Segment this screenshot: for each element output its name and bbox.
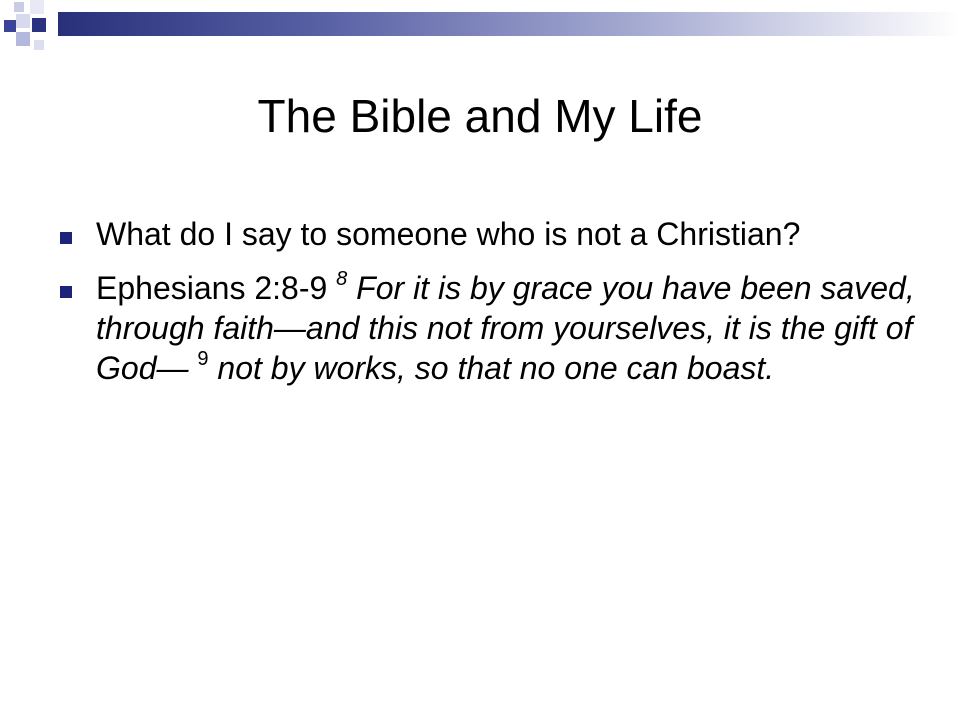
slide-title: The Bible and My Life: [257, 90, 703, 142]
verse-text: For it is by grace you have been saved, through faith—and this not from yourselves, it is the gift of God—: [96, 270, 915, 386]
bullet-list: [60, 214, 920, 402]
verse-number: 8: [336, 268, 348, 290]
decor-square: [16, 14, 30, 28]
decor-square: [4, 20, 16, 32]
corner-decoration: [0, 0, 960, 60]
decor-square: [30, 0, 44, 14]
decor-square: [14, 2, 24, 12]
verse-text: not by works, so that no one can boast.: [217, 350, 775, 386]
bullet-text: What do I say to someone who is not a Christian?: [96, 216, 801, 252]
decor-square: [32, 18, 46, 32]
decor-square: [34, 40, 44, 50]
verse-number: 9: [197, 348, 209, 370]
decor-square: [16, 32, 30, 46]
square-bullet-icon: [60, 286, 72, 298]
header-gradient-bar: [58, 12, 960, 36]
bullet-item: [60, 214, 920, 254]
square-bullet-icon: [60, 232, 72, 244]
bullet-item: [60, 268, 920, 388]
scripture-reference: Ephesians 2:8-9: [96, 270, 328, 306]
